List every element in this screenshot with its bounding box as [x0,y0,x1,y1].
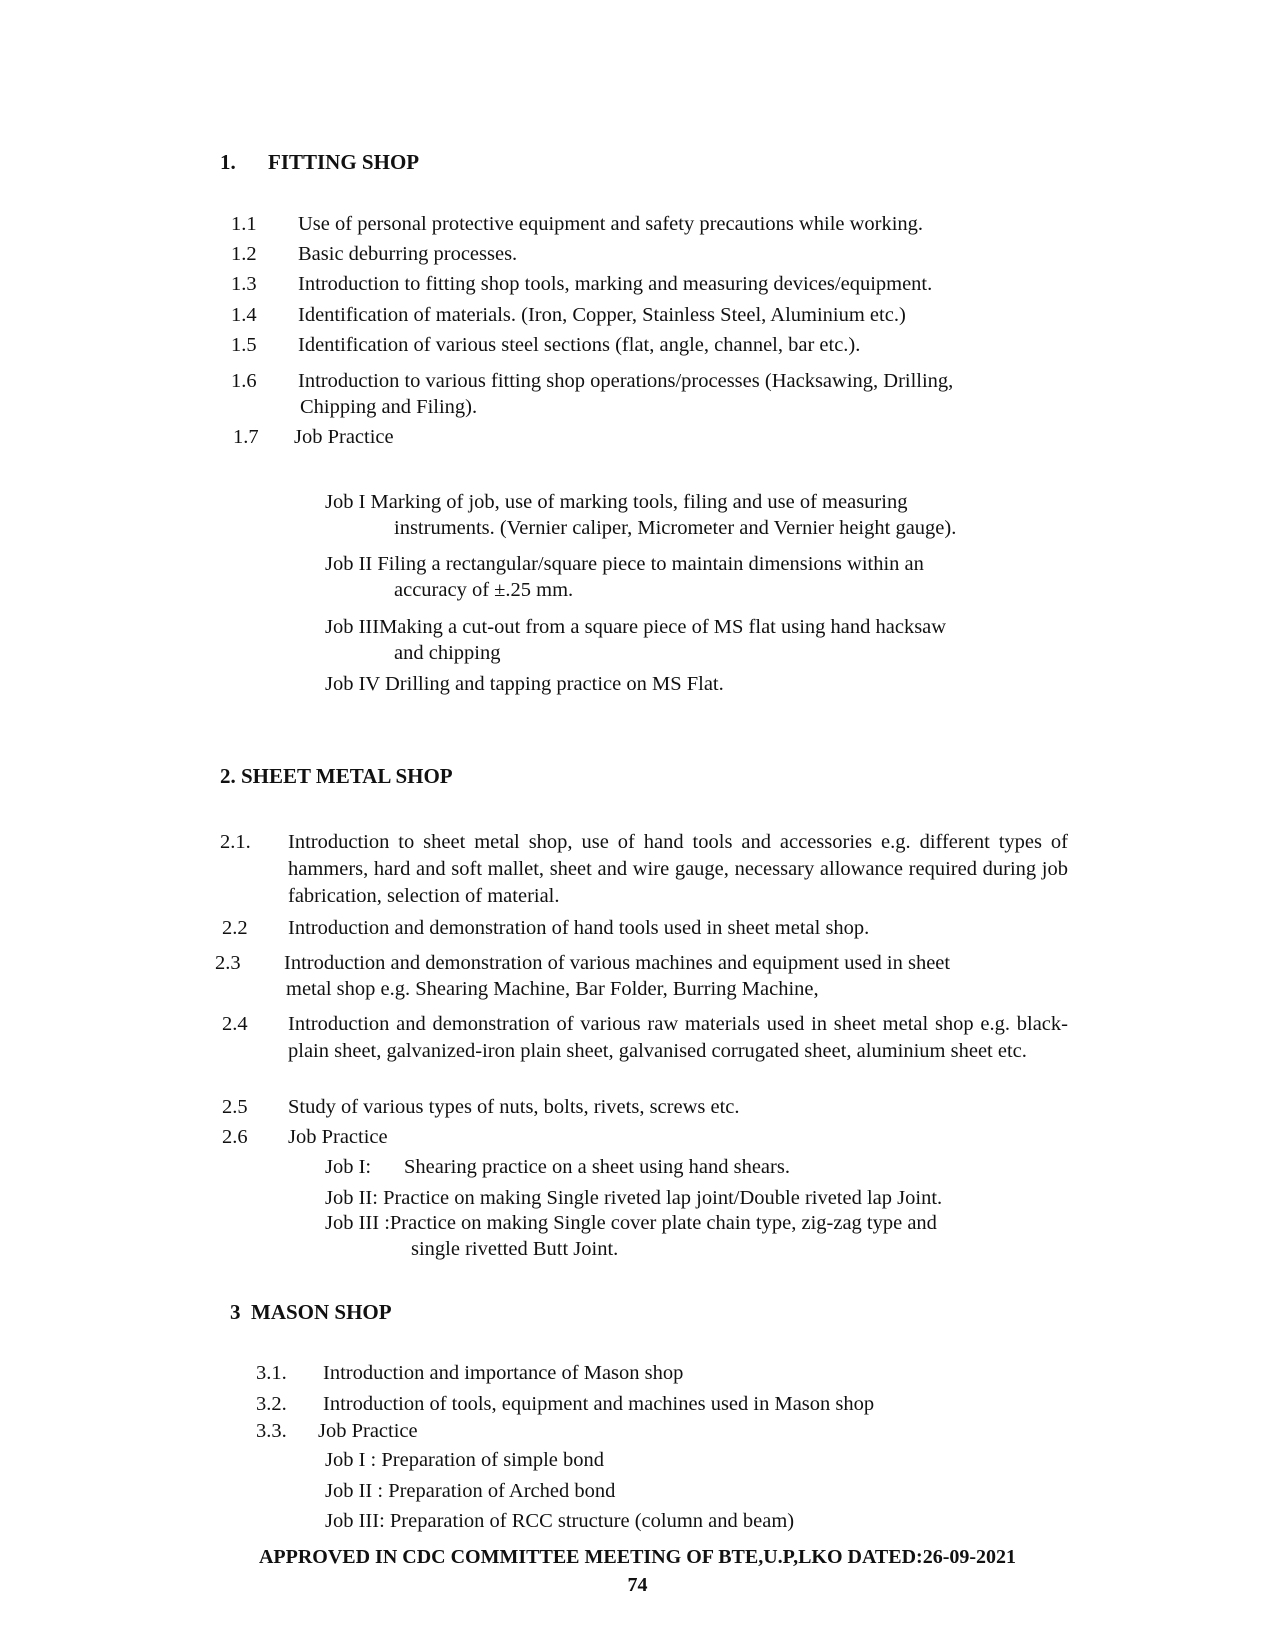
s1-job-2-line2: accuracy of ±.25 mm. [394,579,574,601]
item-1-3-text: Introduction to fitting shop tools, marking and measuring devices/equipment. [298,273,933,295]
item-2-1-number: 2.1. [220,831,251,853]
s1-job-4-line1: Job IV Drilling and tapping practice on MS Flat. [325,673,724,695]
s2-job-2-line1: Job II: Practice on making Single riveted lap joint/Double riveted lap Joint. [325,1187,943,1209]
item-1-2-text: Basic deburring processes. [298,243,518,265]
item-3-2-text: Introduction of tools, equipment and machines used in Mason shop [323,1393,875,1415]
item-2-3-number: 2.3 [215,952,241,974]
item-1-1-text: Use of personal protective equipment and safety precautions while working. [298,213,924,235]
item-2-5-number: 2.5 [222,1096,248,1118]
approval-footer: APPROVED IN CDC COMMITTEE MEETING OF BTE,U.P,LKO DATED:26-09-2021 [258,1546,1017,1568]
item-1-3-number: 1.3 [231,273,257,295]
item-3-2-number: 3.2. [256,1393,287,1415]
s1-job-3-line1: Job IIIMaking a cut-out from a square piece of MS flat using hand hacksaw [325,616,947,638]
item-2-6-number: 2.6 [222,1126,248,1148]
item-2-6-text: Job Practice [288,1126,388,1148]
item-1-2-number: 1.2 [231,243,257,265]
item-3-1-number: 3.1. [256,1362,287,1384]
item-1-6-text-line1: Introduction to various fitting shop operations/processes (Hacksawing, Drilling, [298,370,954,392]
s2-job-1-text: Shearing practice on a sheet using hand shears. [404,1156,790,1178]
item-1-7-text: Job Practice [294,426,394,448]
s1-job-1-line1: Job I Marking of job, use of marking tools, filing and use of measuring [325,491,908,513]
item-3-1-text: Introduction and importance of Mason shop [323,1362,684,1384]
s2-job-1-label: Job I: [325,1156,372,1178]
s1-job-2-line1: Job II Filing a rectangular/square piece to maintain dimensions within an [325,553,924,575]
item-1-6-text-line2: Chipping and Filing). [300,396,478,418]
s3-job-1: Job I : Preparation of simple bond [325,1449,604,1471]
s1-job-1-line2: instruments. (Vernier caliper, Micrometer and Vernier height gauge). [394,517,957,539]
item-3-3-text: Job Practice [318,1420,418,1442]
item-2-3-text-line2: metal shop e.g. Shearing Machine, Bar Folder, Burring Machine, [286,978,819,1000]
item-1-4-number: 1.4 [231,304,257,326]
item-2-1-text: Introduction to sheet metal shop, use of hand tools and accessories e.g. different types of hammers, hard and soft mallet, sheet and wire gauge, necessary allowance required during job fabrication, selection of material. [288,831,1068,907]
section1-title: FITTING SHOP [268,150,420,174]
item-2-3-text-line1: Introduction and demonstration of various machines and equipment used in sheet [284,952,951,974]
page-number: 74 [627,1574,648,1596]
item-1-1-number: 1.1 [231,213,257,235]
item-2-5-text: Study of various types of nuts, bolts, rivets, screws etc. [288,1096,740,1118]
section2-title: 2. SHEET METAL SHOP [220,764,453,788]
s3-job-2: Job II : Preparation of Arched bond [325,1480,616,1502]
s2-job-3-line1: Job III :Practice on making Single cover plate chain type, zig-zag type and [325,1212,937,1234]
item-1-7-number: 1.7 [233,426,259,448]
item-1-5-number: 1.5 [231,334,257,356]
item-2-4-text: Introduction and demonstration of various raw materials used in sheet metal shop e.g. black-plain sheet, galvanized-iron plain sheet, galvanised corrugated sheet, aluminium sheet etc. [288,1013,1068,1062]
section1-number: 1. [220,150,236,174]
item-2-2-number: 2.2 [222,917,248,939]
item-3-3-number: 3.3. [256,1420,287,1442]
s1-job-3-line2: and chipping [394,642,501,664]
item-1-5-text: Identification of various steel sections (flat, angle, channel, bar etc.). [298,334,861,356]
item-2-2-text: Introduction and demonstration of hand tools used in sheet metal shop. [288,917,870,939]
s3-job-3: Job III: Preparation of RCC structure (column and beam) [325,1510,795,1532]
item-1-6-number: 1.6 [231,370,257,392]
item-1-4-text: Identification of materials. (Iron, Copper, Stainless Steel, Aluminium etc.) [298,304,906,326]
s2-job-3-line2: single rivetted Butt Joint. [411,1238,619,1260]
item-2-4-number: 2.4 [222,1013,248,1035]
section3-title: 3 MASON SHOP [230,1300,392,1324]
